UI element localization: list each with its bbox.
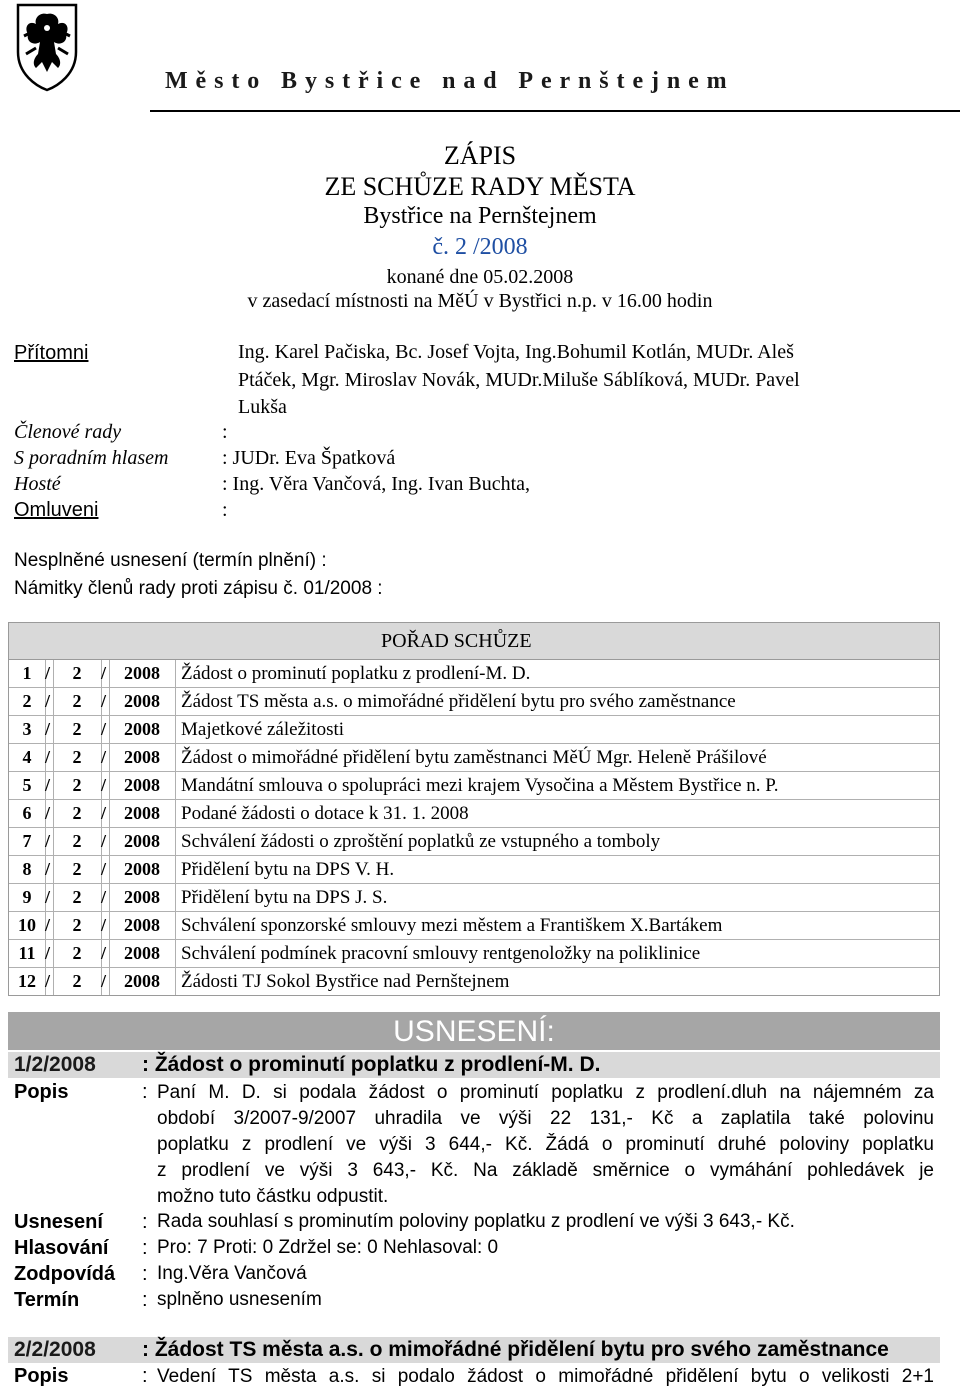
present-line-1: Ing. Karel Pačiska, Bc. Josef Vojta, Ing.Bohumil Kotlán, MUDr. Aleš [238,341,794,363]
agenda-table [8,622,940,996]
agenda-item-year: 2008 [109,856,176,883]
agenda-item-text: Majetkové záležitosti [181,719,345,740]
agenda-separator: / [101,660,110,687]
popis-line: možno tuto částku odpustit. [157,1186,389,1207]
agenda-item-number: 6 [9,800,46,827]
resolution-2-number: 2/2/2008 [14,1338,96,1361]
resolution-2-header [8,1337,940,1363]
agenda-item-year: 2008 [109,968,176,995]
agenda-separator: / [45,688,54,715]
usneseni-colon: : [142,1211,148,1233]
agenda-row [9,828,939,856]
agenda-row [9,800,939,828]
agenda-separator: / [101,772,110,799]
agenda-item-month: 2 [53,968,102,995]
unfulfilled-resolutions: Nesplněné usnesení (termín plnění) : [14,550,327,571]
agenda-separator: / [45,856,54,883]
agenda-separator: / [45,828,54,855]
agenda-separator: / [45,912,54,939]
agenda-item-year: 2008 [109,940,176,967]
agenda-row [9,660,939,688]
agenda-item-month: 2 [53,716,102,743]
hlasovani-text: Pro: 7 Proti: 0 Zdržel se: 0 Nehlasoval: 0 [157,1237,499,1258]
present-line-2: Ptáček, Mgr. Miroslav Novák, MUDr.Miluše Sáblíková, MUDr. Pavel [238,369,800,391]
agenda-row [9,940,939,968]
agenda-separator: / [45,968,54,995]
agenda-item-year: 2008 [109,828,176,855]
agenda-item-number: 1 [9,660,46,687]
zodpovida-colon: : [142,1263,148,1285]
agenda-separator: / [45,772,54,799]
agenda-item-month: 2 [53,660,102,687]
agenda-separator: / [101,884,110,911]
popis-label: Popis [14,1365,69,1387]
popis-colon: : [142,1081,148,1103]
agenda-item-month: 2 [53,772,102,799]
popis-line: období 3/2007-9/2007 uhradila ve výši 22 131,- Kč a zaplatila také polovinu [157,1108,934,1129]
present-label: Přítomni [14,342,89,364]
agenda-item-number: 11 [9,940,46,967]
agenda-item-text: Přidělení bytu na DPS V. H. [181,859,395,880]
resolution-1-number: 1/2/2008 [14,1053,96,1076]
agenda-item-number: 3 [9,716,46,743]
agenda-item-month: 2 [53,688,102,715]
popis-line: Paní M. D. si podala žádost o prominutí poplatku z prodlení.dluh na nájemném za [157,1082,934,1103]
agenda-title: POŘAD SCHŮZE [9,623,939,660]
agenda-row [9,772,939,800]
agenda-item-month: 2 [53,940,102,967]
doc-subtitle: ZE SCHŮZE RADY MĚSTA [324,172,636,201]
agenda-separator: / [45,744,54,771]
members-label: Členové rady [14,421,122,443]
agenda-row [9,688,939,716]
agenda-separator: / [101,744,110,771]
agenda-item-month: 2 [53,912,102,939]
termin-colon: : [142,1289,148,1311]
popis-line: Vedení TS města a.s. si podalo žádost o mimořádné přidělení bytu o velikosti 2+1 [157,1366,934,1387]
usneseni-label: Usnesení [14,1211,103,1233]
resolution-1-title: : Žádost o prominutí poplatku z prodlení-M. D. [142,1053,601,1076]
agenda-item-text: Žádosti TJ Sokol Bystřice nad Pernštejnem [181,971,510,992]
agenda-separator: / [101,912,110,939]
agenda-item-year: 2008 [109,744,176,771]
members-value: : [222,421,228,443]
guests-label: Hosté [14,473,61,495]
agenda-row [9,884,939,912]
zodpovida-text: Ing.Věra Vančová [157,1263,307,1284]
agenda-row [9,856,939,884]
agenda-row [9,744,939,772]
agenda-separator: / [45,716,54,743]
agenda-item-year: 2008 [109,772,176,799]
excused-value: : [222,499,228,521]
header-divider [150,110,960,112]
agenda-item-text: Schválení sponzorské smlouvy mezi městem a Františkem X.Bartákem [181,915,723,936]
agenda-separator: / [101,940,110,967]
advisory-value: : JUDr. Eva Špatková [222,447,396,469]
zodpovida-label: Zodpovídá [14,1263,116,1285]
city-coat-of-arms-icon [14,2,80,92]
agenda-item-month: 2 [53,800,102,827]
agenda-separator: / [101,688,110,715]
agenda-item-text: Schválení podmínek pracovní smlouvy rentgenoložky na poliklinice [181,943,701,964]
city-name: Město Bystřice nad Pernštejnem [165,68,735,94]
usneseni-text: Rada souhlasí s prominutím poloviny poplatku z prodlení ve výši 3 643,- Kč. [157,1211,795,1232]
agenda-separator: / [45,940,54,967]
agenda-item-text: Podané žádosti o dotace k 31. 1. 2008 [181,803,469,824]
agenda-separator: / [45,884,54,911]
present-line-3: Lukša [238,396,287,418]
agenda-item-text: Žádost o prominutí poplatku z prodlení-M. D. [181,663,531,684]
agenda-separator: / [45,800,54,827]
agenda-item-number: 5 [9,772,46,799]
doc-number: č. 2 /2008 [432,234,528,260]
agenda-item-number: 10 [9,912,46,939]
agenda-item-month: 2 [53,884,102,911]
excused-label: Omluveni [14,499,99,521]
agenda-item-year: 2008 [109,884,176,911]
agenda-separator: / [101,968,110,995]
termin-text: splněno usnesením [157,1289,322,1310]
agenda-item-text: Žádost TS města a.s. o mimořádné přidělení bytu pro svého zaměstnance [181,691,736,712]
agenda-item-year: 2008 [109,912,176,939]
agenda-item-month: 2 [53,744,102,771]
agenda-item-year: 2008 [109,688,176,715]
agenda-separator: / [101,716,110,743]
agenda-item-month: 2 [53,856,102,883]
agenda-item-text: Přidělení bytu na DPS J. S. [181,887,388,908]
hlasovani-colon: : [142,1237,148,1259]
resolution-1-header [8,1052,940,1078]
resolution-2-title: : Žádost TS města a.s. o mimořádné přidělení bytu pro svého zaměstnance [142,1338,889,1361]
agenda-separator: / [101,800,110,827]
agenda-item-year: 2008 [109,660,176,687]
meeting-place: v zasedací místnosti na MěÚ v Bystřici n.p. v 16.00 hodin [247,290,713,312]
agenda-item-number: 12 [9,968,46,995]
termin-label: Termín [14,1289,80,1311]
popis-colon: : [142,1365,148,1387]
resolutions-title: USNESENÍ: [8,1012,940,1050]
agenda-separator: / [45,660,54,687]
agenda-row [9,968,939,995]
agenda-separator: / [101,828,110,855]
popis-label: Popis [14,1081,69,1103]
agenda-rows [9,660,939,995]
agenda-item-text: Žádost o mimořádné přidělení bytu zaměstnanci MěÚ Mgr. Heleně Prášilové [181,747,767,768]
agenda-separator: / [101,856,110,883]
popis-line: poplatku z prodlení ve výši 3 644,- Kč. Žádá o prominutí druhé poloviny poplatku [157,1134,934,1155]
agenda-item-text: Schválení žádosti o zproštění poplatků ze vstupného a tomboly [181,831,661,852]
agenda-item-year: 2008 [109,716,176,743]
agenda-row [9,716,939,744]
hlasovani-label: Hlasování [14,1237,109,1259]
agenda-item-number: 7 [9,828,46,855]
agenda-item-number: 4 [9,744,46,771]
doc-town: Bystřice na Pernštejnem [363,203,597,229]
popis-line: z prodlení ve výši 3 643,- Kč. Na základě směrnice o vymáhání pohledávek je [157,1160,934,1181]
agenda-row [9,912,939,940]
agenda-item-year: 2008 [109,800,176,827]
agenda-item-text: Mandátní smlouva o spolupráci mezi krajem Vysočina a Městem Bystřice n. P. [181,775,779,796]
agenda-item-number: 8 [9,856,46,883]
agenda-item-month: 2 [53,828,102,855]
objections: Námitky členů rady proti zápisu č. 01/2008 : [14,578,383,599]
guests-value: : Ing. Věra Vančová, Ing. Ivan Buchta, [222,473,531,495]
agenda-item-number: 2 [9,688,46,715]
advisory-label: S poradním hlasem [14,447,169,469]
meeting-date: konané dne 05.02.2008 [386,266,574,288]
doc-title: ZÁPIS [443,141,517,170]
agenda-item-number: 9 [9,884,46,911]
